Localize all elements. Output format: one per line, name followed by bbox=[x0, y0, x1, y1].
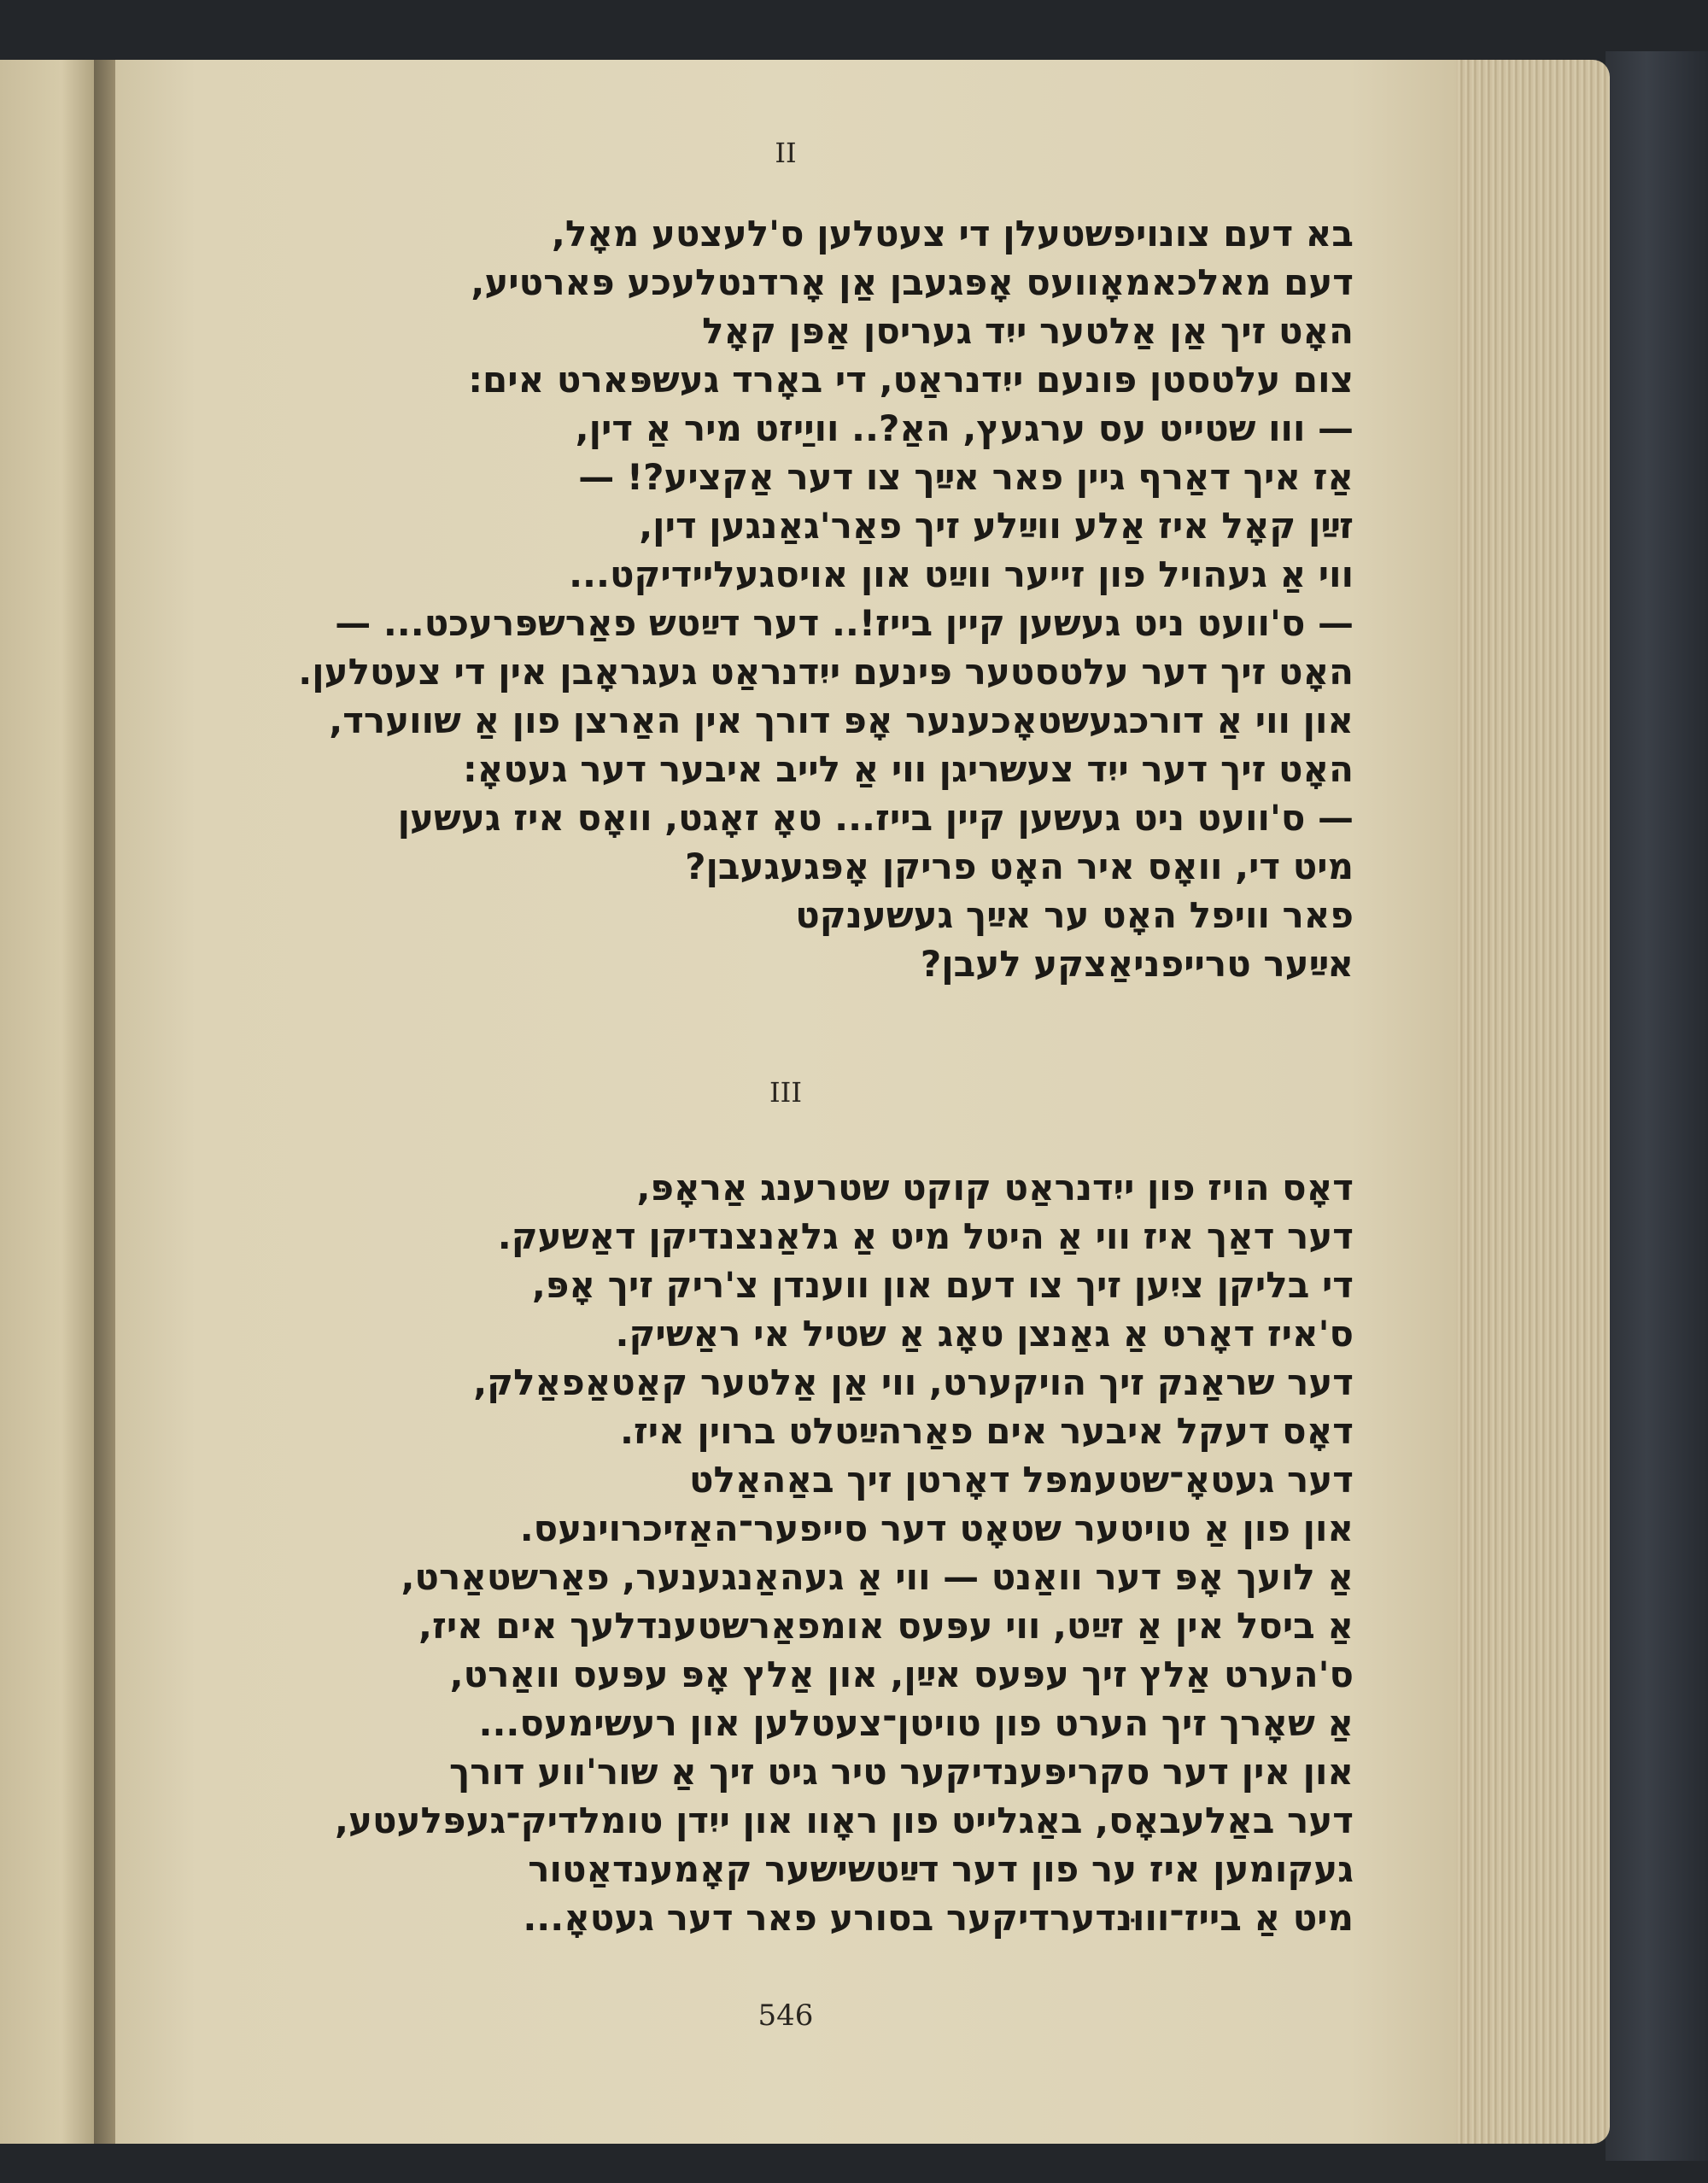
section3-line: די בליקן ציִען זיך צו דעם און ווענדן צ'ריק זיך אָפּ, bbox=[531, 1264, 1354, 1306]
section2-line: צום עלטסטן פּונעם ייִדנראַט, די באָרד געשפּארט אים: bbox=[468, 359, 1354, 401]
left-page-edge bbox=[0, 60, 102, 2144]
section2-line: — ווו שטייט עס ערגעץ, האַ?.. וויַיזט מיר אַ דין, bbox=[575, 407, 1354, 449]
section3-line: ס'הערט אַלץ זיך עפּעס אײַן, און אַלץ אָפּ עפּעס וואַרט, bbox=[449, 1653, 1354, 1695]
section3-line: דאָס הויז פון ייִדנראַט קוקט שטרענג אַראָפּ, bbox=[636, 1167, 1354, 1209]
section-heading-3: III bbox=[769, 1076, 802, 1109]
section3-line: און אין דער סקריפּענדיקער טיר גיט זיך אַ שור'ווע דורך bbox=[448, 1751, 1354, 1793]
section2-line: האָט זיך דער עלטסטער פּינעם ייִדנראַט געגראָבן אין די צעטלען. bbox=[298, 651, 1354, 693]
section3-line: אַ ביסל אין אַ זײַט, ווי עפּעס אומפאַרשטענדלעך אים איז, bbox=[418, 1605, 1354, 1647]
section2-line: בא דעם צונויפשטעלן די צעטלען ס'לעצטע מאָל, bbox=[551, 213, 1354, 255]
page-number: 546 bbox=[757, 1999, 814, 2033]
section2-line: אײַער טרייפניאַצקע לעבן? bbox=[920, 943, 1354, 985]
page-stack-edge bbox=[1443, 60, 1610, 2144]
section2-line: ווי אַ געהויל פון זייער ווײַט און אויסגעליידיקט... bbox=[569, 553, 1354, 595]
section3-line: ס'איז דאָרט אַ גאַנצן טאָג אַ שטיל אי ראַשיק. bbox=[615, 1313, 1354, 1355]
poem-section-3 bbox=[252, 1163, 1354, 1942]
section2-line: האָט זיך דער ייִד צעשריגן ווי אַ לייב איבער דער געטאָ: bbox=[462, 748, 1354, 790]
section2-line: מיט די, וואָס איר האָט פריקן אָפּגעגעבן? bbox=[685, 846, 1354, 887]
section3-line: דער שראַנק זיך הויקערט, ווי אַן אַלטער קאַטאַפאַלק, bbox=[473, 1361, 1354, 1403]
section3-line: דער געטאָ־שטעמפּל דאָרטן זיך באַהאַלט bbox=[689, 1459, 1354, 1501]
section2-line: פאר וויפל האָט ער אײַך געשענקט bbox=[795, 894, 1354, 936]
section3-line: און פון אַ טויטער שטאָט דער סייפער־האַזיכרוינעס. bbox=[519, 1507, 1354, 1549]
section3-line: דער דאַך איז ווי אַ היטל מיט אַ גלאַנצנדיקן דאַשעק. bbox=[497, 1215, 1354, 1257]
section3-line: דער באַלעבאָס, באַגלייט פון ראָוו און ייִדן טומלדיק־געפּלעטע, bbox=[335, 1800, 1354, 1841]
section2-line: און ווי אַ דורכגעשטאָכענער אָפּ דורך אין האַרצן פון אַ שווערד, bbox=[329, 699, 1354, 741]
book-page bbox=[115, 60, 1456, 2144]
section2-line: דעם מאלכאמאָוועס אָפּגעבן אַן אָרדנטלעכע פּארטיע, bbox=[471, 261, 1354, 303]
section3-line: דאָס דעקל איבער אים פאַרהײַטלט ברוין איז. bbox=[620, 1410, 1354, 1452]
section2-line: אַז איך דאַרף גיין פאר אײַך צו דער אַקציע?! — bbox=[578, 456, 1354, 498]
section2-line: — ס'וועט ניט געשען קיין בייז... טאָ זאָגט, וואָס איז געשען bbox=[397, 797, 1354, 839]
poem-section-2 bbox=[252, 209, 1354, 988]
section3-line: מיט אַ בייז־וווּנדערדיקער בסורע פאר דער געטאָ... bbox=[523, 1897, 1354, 1939]
section-heading-2: II bbox=[775, 137, 797, 169]
section2-line: — ס'וועט ניט געשען קיין בייז!.. דער דײַטש פאַרשפּרעכט... — bbox=[335, 602, 1354, 644]
section3-line: געקומען איז ער פון דער דײַטשישער קאָמענדאַטור bbox=[528, 1848, 1354, 1890]
section3-line: אַ לועך אָפּ דער וואַנט — ווי אַ געהאַנגענער, פאַרשטאַרט, bbox=[401, 1556, 1354, 1598]
section2-line: זײַן קאָל איז אַלע ווײַלע זיך פאַר'גאַנגען דין, bbox=[639, 505, 1354, 547]
book-cover-edge bbox=[1606, 51, 1708, 2161]
section2-line: האָט זיך אַן אַלטער ייִד געריסן אַפּן קאָל bbox=[702, 310, 1354, 352]
section3-line: אַ שאָרך זיך הערט פון טויטן־צעטלען און רעשימעס... bbox=[478, 1702, 1354, 1744]
